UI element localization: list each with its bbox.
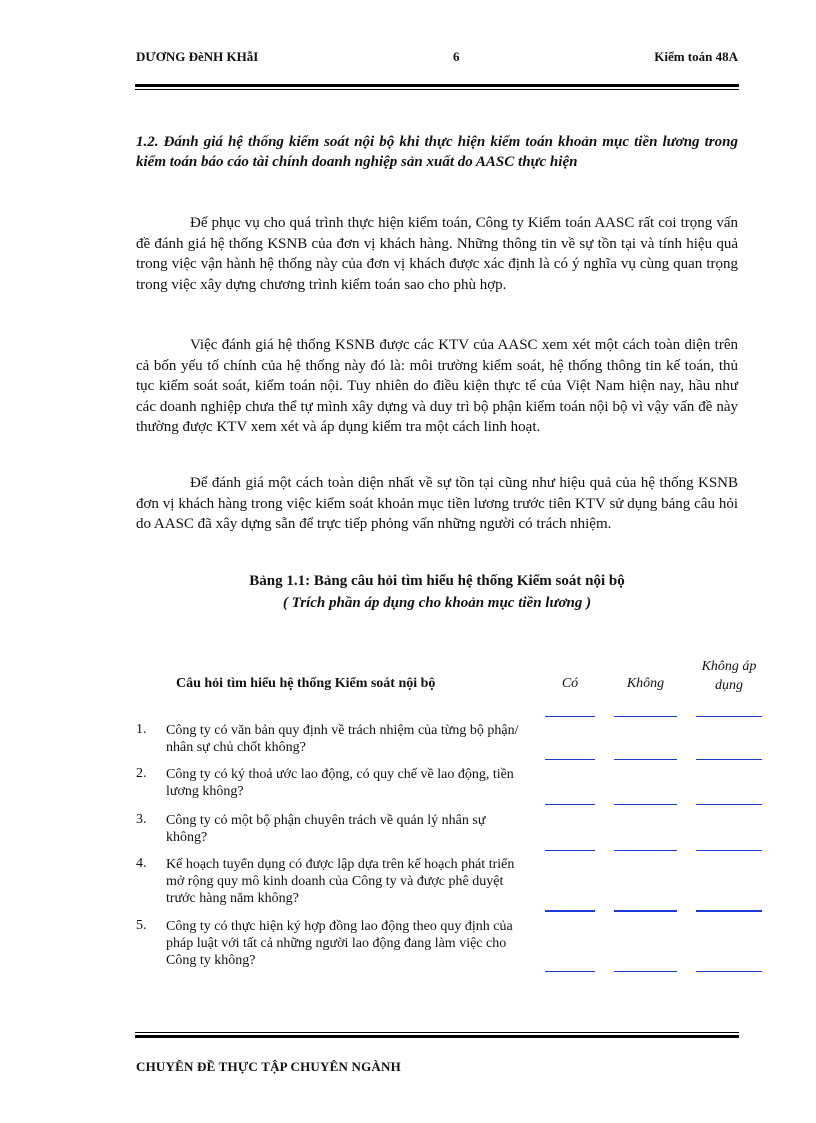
answer-blank-no[interactable] [614, 850, 677, 851]
footer-text: CHUYÊN ĐỀ THỰC TẬP CHUYÊN NGÀNH [136, 1059, 401, 1074]
question-number: 5. [136, 918, 147, 933]
no-column-header: Không [626, 676, 665, 691]
answer-blank-na[interactable] [696, 759, 762, 760]
question-text: Công ty có ký thoả ước lao động, có quy chế về lao động, tiền lương không? [166, 767, 514, 799]
question-number: 4. [136, 856, 147, 871]
paragraph-3: Để đánh giá một cách toàn diện nhất về sự tồn tại cũng như hiệu quả của hệ thống KSNB đơn vị khách hàng trong việc kiểm soát khoản mục tiền lương trước tiên KTV sử dụng bảng câu hỏi do AASC đã xây dựng sẵn để trực tiếp phỏng vấn những người có trách nhiệm. [136, 475, 738, 532]
answer-blank-na[interactable] [696, 804, 762, 805]
footer-rule-thick [135, 1035, 739, 1038]
footer-rule-thin [135, 1032, 739, 1033]
answer-blank[interactable] [614, 716, 677, 717]
header-author: DƯƠNG ĐèNH KHẫI [136, 49, 259, 64]
question-text: Công ty có thực hiện ký hợp đồng lao động theo quy định của pháp luật với tất cả những người lao động đang làm việc cho Công ty không? [166, 919, 513, 968]
answer-blank-no[interactable] [614, 759, 677, 760]
answer-blank-no[interactable] [614, 971, 677, 972]
answer-blank-yes[interactable] [545, 759, 595, 760]
answer-blank-na[interactable] [696, 850, 762, 851]
table-subtitle: ( Trích phần áp dụng cho khoản mục tiền lương ) [282, 595, 592, 611]
answer-blank-yes[interactable] [545, 850, 595, 851]
section-title: 1.2. Đánh giá hệ thống kiểm soát nội bộ khi thực hiện kiểm toán khoản mục tiền lương trong kiểm toán báo cáo tài chính doanh nghiệp sản xuất do AASC thực hiện [136, 134, 738, 170]
header-class: Kiểm toán 48A [654, 49, 738, 64]
answer-blank-yes[interactable] [545, 971, 595, 972]
answer-blank[interactable] [545, 716, 595, 717]
question-text: Công ty có văn bản quy định về trách nhiệm của từng bộ phận/ nhân sự chủ chốt không? [166, 723, 519, 755]
paragraph-1: Để phục vụ cho quá trình thực hiện kiểm toán, Công ty Kiểm toán AASC rất coi trọng vấn đề đánh giá hệ thống KSNB của đơn vị khách hàng. Những thông tin về sự tồn tại và tính hiệu quả trong việc vận hành hệ thống này của đơn vị khách được xác định là có ý nghĩa vụ cùng quan trọng trong việc xây dựng chương trình kiểm toán sao cho phù hợp. [136, 215, 738, 293]
question-column-header: Câu hỏi tìm hiểu hệ thống Kiểm soát nội bộ [176, 676, 436, 691]
answer-blank-na[interactable] [696, 971, 762, 972]
question-number: 3. [136, 812, 147, 827]
answer-blank-yes[interactable] [545, 910, 595, 912]
question-number: 2. [136, 766, 147, 781]
answer-blank-yes[interactable] [545, 804, 595, 805]
header-rule-thick [135, 84, 739, 87]
header-rule-thin [135, 89, 739, 90]
header-page-number: 6 [453, 49, 460, 64]
answer-blank-no[interactable] [614, 804, 677, 805]
answer-blank-na[interactable] [696, 910, 762, 912]
question-number: 1. [136, 722, 147, 737]
table-title: Bảng 1.1: Bảng câu hỏi tìm hiểu hệ thống Kiểm soát nội bộ [249, 573, 625, 589]
paragraph-2: Việc đánh giá hệ thống KSNB được các KTV của AASC xem xét một cách toàn diện trên cả bốn yếu tố chính của hệ thống này đó là: môi trường kiểm soát, hệ thống thông tin kế toán, thủ tục kiểm soát soát, kiểm toán nội. Tuy nhiên do điều kiện thực tế của Việt Nam hiện nay, hầu như các doanh nghiệp chưa thể tự mình xây dựng và duy trì bộ phận kiểm toán nội bộ vì vậy vấn đề này thường được KTV xem xét và áp dụng kiểm tra một cách linh hoạt. [136, 337, 738, 435]
not-applicable-column-header: Không áp dụng [701, 659, 757, 693]
yes-column-header: Có [561, 676, 579, 691]
answer-blank-no[interactable] [614, 910, 677, 912]
answer-blank[interactable] [696, 716, 762, 717]
question-text: Công ty có một bộ phận chuyên trách về quản lý nhân sự không? [166, 813, 486, 845]
question-text: Kế hoạch tuyển dụng có được lập dựa trên kế hoạch phát triển mở rộng quy mô kinh doanh của Công ty và được phê duyệt trước hàng năm không? [166, 857, 515, 906]
